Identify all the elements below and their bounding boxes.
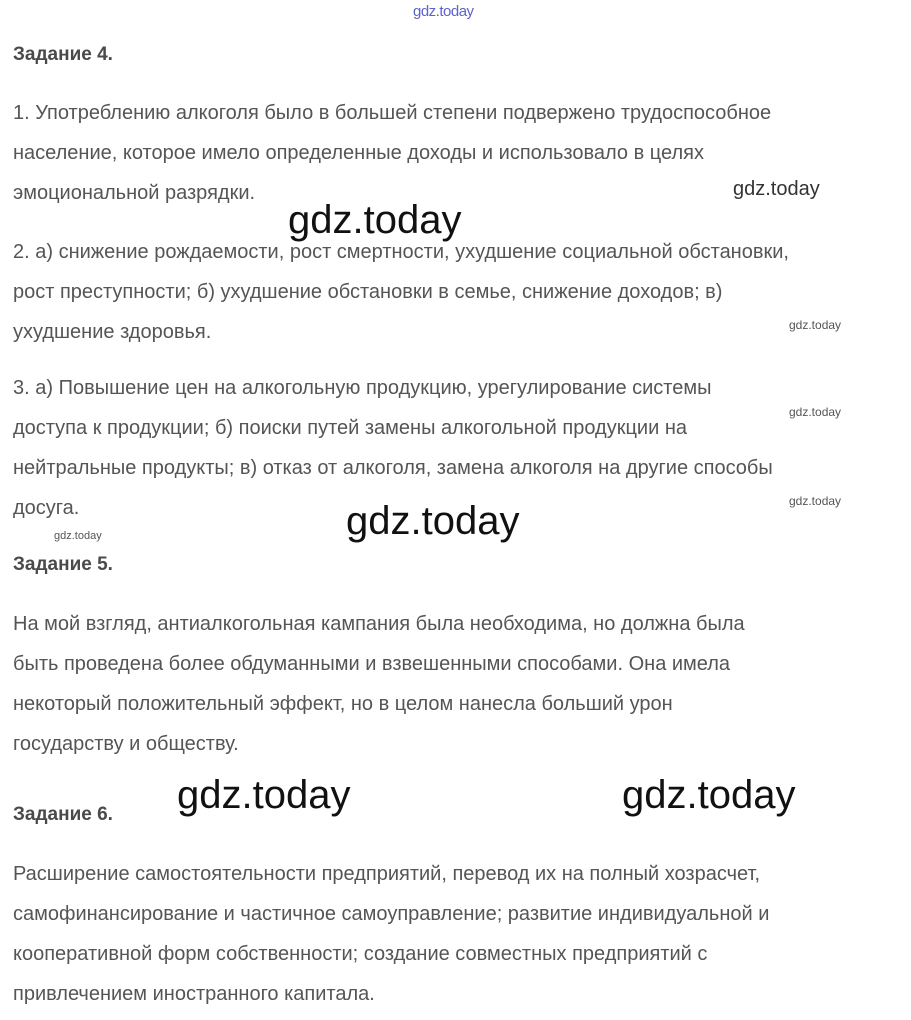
text-line: На мой взгляд, антиалкогольная кампания была необходима, но должна была: [13, 613, 745, 635]
text-line: кооперативной форм собственности; создание совместных предприятий с: [13, 943, 708, 965]
watermark: gdz.today: [346, 499, 520, 543]
watermark-top: gdz.today: [413, 3, 474, 20]
watermark: gdz.today: [54, 530, 102, 542]
watermark: gdz.today: [789, 494, 842, 508]
watermark: gdz.today: [733, 178, 820, 200]
text-line: нейтральные продукты; в) отказ от алкоголя, замена алкоголя на другие способы: [13, 457, 773, 479]
text-line: быть проведена более обдуманными и взвешенными способами. Она имела: [13, 653, 731, 675]
text-line: досуга.: [13, 497, 80, 519]
text-line: 2. а) снижение рождаемости, рост смертности, ухудшение социальной обстановки,: [13, 241, 789, 263]
text-line: 1. Употреблению алкоголя было в большей степени подвержено трудоспособное: [13, 102, 772, 124]
text-line: некоторый положительный эффект, но в целом нанесла больший урон: [13, 693, 673, 715]
watermark: gdz.today: [789, 405, 842, 419]
watermark: gdz.today: [288, 198, 462, 242]
watermark: gdz.today: [789, 318, 842, 332]
text-line: население, которое имело определенные доходы и использовало в целях: [13, 142, 704, 164]
task-4-heading: Задание 4.: [13, 44, 113, 65]
text-line: рост преступности; б) ухудшение обстановки в семье, снижение доходов; в): [13, 281, 723, 303]
task-5-paragraph: [13, 604, 903, 764]
text-line: ухудшение здоровья.: [13, 321, 212, 343]
text-line: 3. а) Повышение цен на алкогольную продукцию, урегулирование системы: [13, 377, 712, 399]
text-line: эмоциональной разрядки.: [13, 182, 256, 204]
text-line: привлечением иностранного капитала.: [13, 983, 375, 1005]
task-5-heading: Задание 5.: [13, 554, 113, 575]
text-line: самофинансирование и частичное самоуправление; развитие индивидуальной и: [13, 903, 770, 925]
watermark: gdz.today: [177, 773, 351, 817]
task-6-heading: Задание 6.: [13, 804, 113, 825]
watermark: gdz.today: [622, 773, 796, 817]
text-line: доступа к продукции; б) поиски путей замены алкогольной продукции на: [13, 417, 687, 439]
task-4-paragraph-2: [13, 232, 903, 352]
text-line: Расширение самостоятельности предприятий, перевод их на полный хозрасчет,: [13, 863, 761, 885]
task-6-paragraph: [13, 854, 903, 1014]
text-line: государству и обществу.: [13, 733, 239, 755]
